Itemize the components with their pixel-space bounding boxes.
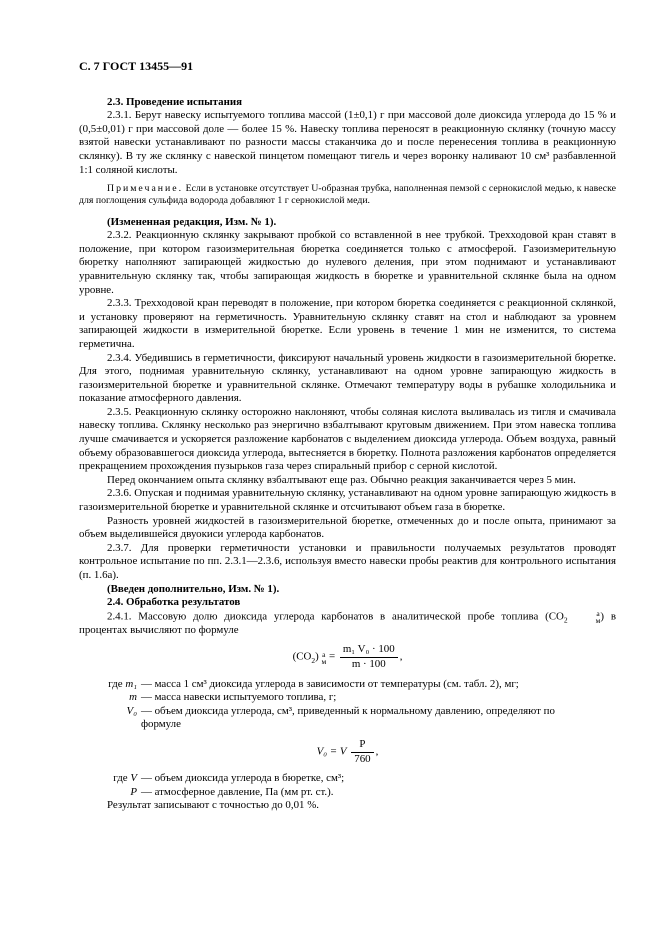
definitions-2: где V — объем диоксида углерода в бюретке, см³; P — атмосферное давление, Па (мм рт. ст.). bbox=[113, 772, 345, 798]
paragraph-2-3-2: 2.3.2. Реакционную склянку закрывают пробкой со вставленной в нее трубкой. Трехходовой кран ставят в положение, при котором газоизмерительная бюретка соединяется только с атмосферой. Газоизмерительную бюретку наполняют запирающей жидкостью до нулевого деления, при этом поднимают и устанавливают уравнительную склянку так, чтобы запирающая жидкость в бюретке и уравнительной склянке была на одном уровне. bbox=[79, 229, 616, 296]
edit-note-1: (Измененная редакция, Изм. № 1). bbox=[107, 215, 277, 228]
paragraph-2-3-4: 2.3.4. Убедившись в герметичности, фиксируют начальный уровень жидкости в газоизмерительной бюретке. Для этого, поднимая уравнительную склянку, устанавливают на одном уровне запирающую жидкость в газоизмерительной бюретке и уравнительной склянке. Отмечают температуру воды в рубашке холодильника и показание атмосферного давления. bbox=[79, 351, 616, 405]
edit-note-2: (Введен дополнительно, Изм. № 1). bbox=[107, 582, 280, 595]
formula-co2: $(CO_2)$ а м = $\frac{\text{m₁ V₀ · 100}}{m \cdot 100}$ , bbox=[292, 643, 403, 671]
formula-co2-fraction: $\frac{\text{m₁ V₀ · 100}}{m \cdot 100}$ bbox=[340, 643, 398, 671]
paragraph-2-3-3: 2.3.3. Трехходовой кран переводят в положение, при котором бюретка соединяется с реакционной склянкой, и установку проверяют на герметичность. Уравнительную склянку ставят на стол и наблюдают за уровнем запирающей жидкости в измерительной бюретке. Если уровень в течение 1 мин не изменится, то система герметична. bbox=[79, 297, 616, 350]
paragraph-2-3-5-cont: Перед окончанием опыта склянку взбалтывают еще раз. Обычно реакция заканчивается через 5 мин. bbox=[107, 473, 576, 486]
note bbox=[79, 183, 616, 207]
paragraph-2-3-7: 2.3.7. Для проверки герметичности установки и правильности получаемых результатов проводят контрольное испытание по пп. 2.3.1—2.3.6, используя вместо навески пробы реактив для контрольного испытания (п. 1.6а). bbox=[79, 541, 616, 581]
formula-v0: V₀ = V $\frac{P}{760}$ , bbox=[316, 738, 379, 765]
section-2-4-title: 2.4. Обработка результатов bbox=[107, 596, 241, 609]
paragraph-2-3-1: 2.3.1. Берут навеску испытуемого топлива массой (1±0,1) г при массовой доле диоксида углерода до 15 % и (0,5±0,01) г при массовой доле — более 15 %. Навеску топлива переносят в реакционную склянку (точную массу взятой навески устанавливают по разности массы стаканчика до и после перенесения топлива в реакционную склянку). В ту же склянку с навеской пинцетом помещают тигель и через воронку наливают 10 см³ разбавленной 1:1 соляной кислоты. bbox=[79, 109, 616, 176]
paragraph-2-4-1: 2.4.1. Массовую долю диоксида углерода карбонатов в аналитической пробе топлива ($CO_2$ а м ) в процентах вычисляют по формуле bbox=[79, 608, 616, 636]
page-header: С. 7 ГОСТ 13455—91 bbox=[79, 59, 194, 73]
section-2-3-title: 2.3. Проведение испытания bbox=[107, 95, 243, 108]
paragraph-2-3-6: 2.3.6. Опуская и поднимая уравнительную склянку, устанавливают на одном уровне запирающую жидкость в газоизмерительной бюретке и уравнительной склянке и отсчитывают объем газа в бюретке. bbox=[79, 487, 616, 514]
note-text: Если в установке отсутствует U-образная трубка, наполненная пемзой с сернокислой медью, к навеске для поглощения сульфида водорода добавляют 1 г сернокислой меди. bbox=[79, 183, 616, 207]
paragraph-2-3-5: 2.3.5. Реакционную склянку осторожно наклоняют, чтобы соляная кислота выливалась из тигля и смачивала навеску топлива. Склянку несколько раз энергично взбалтывают круговым движением. При этом навеска топлива лучше смачивается и ускоряется разложение карбонатов с выделением диоксида углерода. Объем воздуха, равный объему образовавшегося диоксида углерода, вытесняется в бюретку. Полнота разложения карбонатов определяется прекращением прохождения пузырьков газа через спиральный прибор с серной кислотой. bbox=[79, 405, 616, 473]
formula-v0-fraction: $\frac{P}{760}$ bbox=[351, 738, 373, 766]
note-label: Примечание. bbox=[107, 183, 184, 195]
definitions-1: где m₁ — масса 1 см³ диоксида углерода в зависимости от температуры (см. табл. 2), мг; m — масса навески испытуемого топлива, г; V₀ — объем диоксида углерода, см³, приведенный к нормальному давлению, определяют по формуле bbox=[108, 677, 555, 731]
document-page bbox=[79, 60, 616, 813]
result-precision: Результат записывают с точностью до 0,01 %. bbox=[107, 799, 319, 812]
paragraph-2-3-6-cont: Разность уровней жидкостей в газоизмерительной бюретке, отмеченных до и после опыта, принимают за объем выделившейся двуокиси углерода карбонатов. bbox=[79, 514, 616, 541]
